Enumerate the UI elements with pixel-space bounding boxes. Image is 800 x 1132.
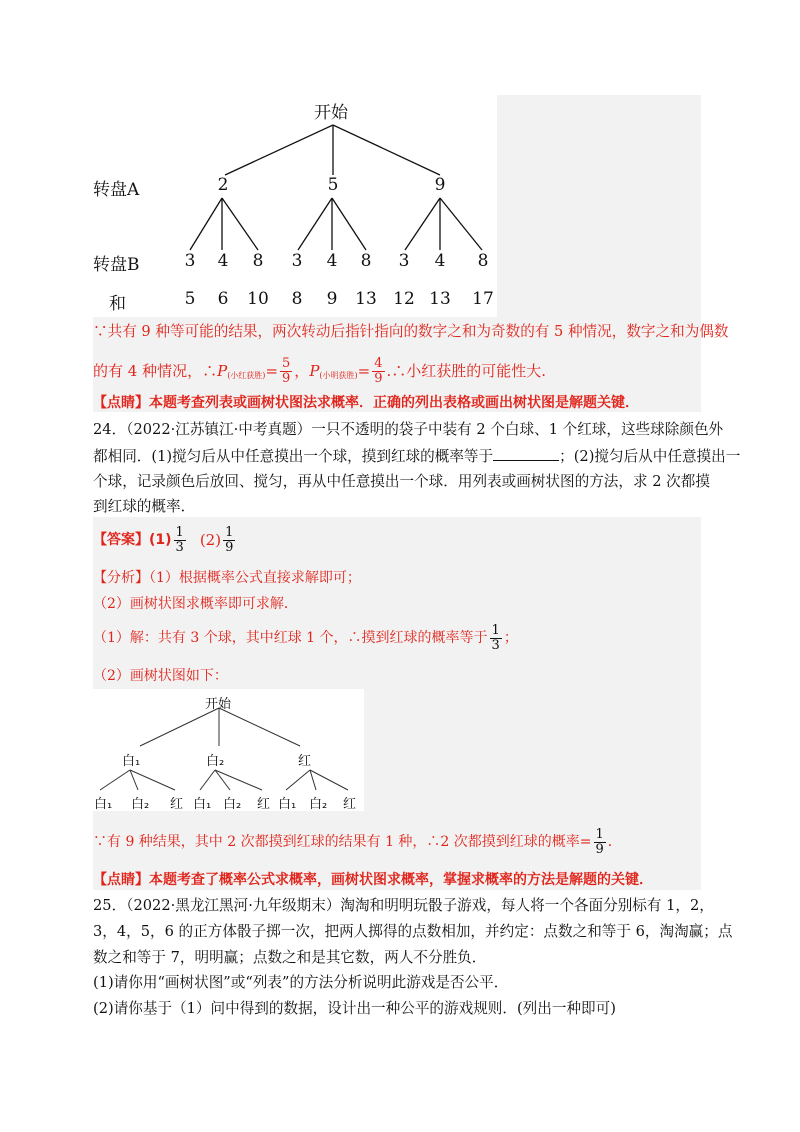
p-subscript: (小红获胜) <box>227 371 266 380</box>
b-value: 3 <box>291 251 303 271</box>
tree-root: 开始 <box>314 103 348 123</box>
solution-line: ∵共有 9 种等可能的结果，两次转动后指针指向的数字之和为奇数的有 5 种情况，数字之和为偶数 <box>93 323 729 340</box>
sum-value: 8 <box>291 289 303 309</box>
question-24-line: 到红球的概率． <box>93 498 196 515</box>
a-value: 9 <box>434 175 446 195</box>
tree2-leaf: 红 <box>170 797 184 812</box>
question-25-line: 3，4，5，6 的正方体骰子掷一次，把两人掷得的点数相加，并约定：点数之和等于 6，淘淘赢；点 <box>93 923 733 940</box>
question-25-line: 数之和等于 7，明明赢；点数之和是其它数，两人不分胜负． <box>93 949 487 966</box>
question-25-line: (2)请你基于（1）问中得到的数据，设计出一种公平的游戏规则．(列出一种即可) <box>93 1000 616 1017</box>
tree2-leaf: 白₂ <box>223 797 242 812</box>
sum-label: 和 <box>109 294 126 314</box>
fraction: $\frac{1}{3}$ <box>175 524 184 555</box>
fraction: $\frac{1}{9}$ <box>225 524 234 555</box>
tree2-leaf: 白₁ <box>278 797 297 812</box>
tree2-node: 红 <box>298 754 312 769</box>
question-24-line: 个球，记录颜色后放回、搅匀，再从中任意摸出一个球．用列表或画树状图的方法，求 2 次都摸 <box>93 473 710 490</box>
fraction: $\frac{5}{9}$ <box>282 355 291 386</box>
comment-23: 【点睛】本题考查列表或画树状图法求概率．正确的列出表格或画出树状图是解题关键． <box>93 395 639 411</box>
b-value: 4 <box>326 251 338 271</box>
comment-24: 【点睛】本题考查了概率公式求概率，画树状图求概率，掌握求概率的方法是解题的关键． <box>93 872 653 888</box>
fraction: $\frac{4}{9}$ <box>374 355 383 386</box>
sum-value: 13 <box>429 289 451 309</box>
tree2-leaf: 红 <box>257 797 271 812</box>
question-25-line: 25．（2022·黑龙江黑河·九年级期末）淘淘和明明玩骰子游戏，每人将一个各面分别标有 1，2， <box>93 897 714 914</box>
sum-value: 5 <box>184 289 196 309</box>
tree2-leaf: 白₁ <box>193 797 212 812</box>
a-value: 2 <box>217 175 229 195</box>
tree2-leaf: 白₁ <box>94 797 113 812</box>
tree2-node: 白₂ <box>206 754 225 769</box>
a-value: 5 <box>327 175 339 195</box>
result-24: ∵有 9 种结果，其中 2 次都摸到红球的结果有 1 种，∴2 次都摸到红球的概率= $\frac{1}{9}$ ． <box>93 826 622 857</box>
b-value: 8 <box>477 251 489 271</box>
sum-value: 10 <box>247 289 269 309</box>
p-subscript: (小明获胜) <box>319 371 358 380</box>
answer-24: 【答案】(1) $\frac{1}{3}$ (2) $\frac{1}{9}$ <box>93 524 234 555</box>
sum-value: 17 <box>472 289 494 309</box>
sum-value: 9 <box>326 289 338 309</box>
analysis-24: 【分析】（1）根据概率公式直接求解即可； <box>93 570 361 586</box>
question-24-line: 都相同．(1)搅匀后从中任意摸出一个球，摸到红球的概率等于 ；(2)搅匀后从中任意摸出一 <box>93 448 741 465</box>
b-value: 4 <box>434 251 446 271</box>
spinner-a-label: 转盘A <box>93 180 140 200</box>
p-symbol: P <box>217 362 228 380</box>
tree2-leaf: 白₂ <box>131 797 150 812</box>
fraction: $\frac{1}{9}$ <box>595 826 604 857</box>
analysis-24: （2）画树状图求概率即可求解． <box>93 596 298 612</box>
tree2-root: 开始 <box>205 697 232 712</box>
solution-line-probabilities: 的有 4 种情况，∴ P (小红获胜) = $\frac{5}{9}$ ， P (小明获胜) = $\frac{4}{9}$ .∴小红获胜的可能性大. <box>93 355 547 386</box>
tree2-leaf: 白₂ <box>309 797 328 812</box>
b-value: 8 <box>252 251 264 271</box>
question-25-line: (1)请你用“画树状图”或“列表”的方法分析说明此游戏是否公平． <box>93 974 509 991</box>
b-value: 3 <box>398 251 410 271</box>
question-24-line: 24．（2022·江苏镇江·中考真题）一只不透明的袋子中装有 2 个白球、1 个红球，这些球除颜色外 <box>93 421 724 438</box>
sum-value: 13 <box>355 289 377 309</box>
tree2-leaf: 红 <box>343 797 357 812</box>
fraction: $\frac{1}{3}$ <box>491 622 500 653</box>
p-symbol: P <box>309 362 320 380</box>
b-value: 3 <box>184 251 196 271</box>
sum-value: 12 <box>393 289 415 309</box>
sum-value: 6 <box>217 289 229 309</box>
b-value: 4 <box>217 251 229 271</box>
solution-24-1: （1）解：共有 3 个球，其中红球 1 个，∴摸到红球的概率等于 $\frac{1}{3}$ ； <box>93 622 518 653</box>
b-value: 8 <box>360 251 372 271</box>
solution-24-2: （2）画树状图如下： <box>93 668 228 684</box>
tree2-node: 白₁ <box>122 754 141 769</box>
spinner-b-label: 转盘B <box>93 255 140 275</box>
